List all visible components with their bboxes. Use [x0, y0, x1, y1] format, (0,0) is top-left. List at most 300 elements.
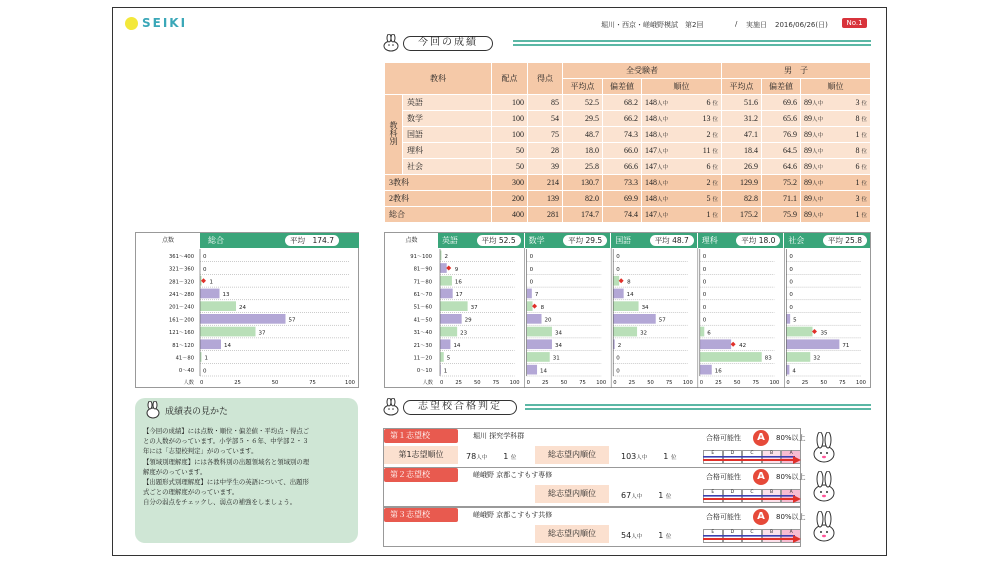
average: 25.8 — [563, 159, 603, 175]
bar — [700, 339, 731, 349]
full-score: 50 — [492, 143, 528, 159]
rank: 147人中 11 位 — [642, 143, 722, 159]
score: 139 — [528, 191, 563, 207]
scale-cell: A — [781, 489, 801, 503]
rank: 148人中 2 位 — [642, 127, 722, 143]
data-label: 16 — [454, 279, 462, 286]
data-label: 14 — [453, 343, 461, 350]
data-label: 37 — [470, 304, 478, 311]
data-label: 0 — [203, 254, 207, 261]
data-label: 5 — [793, 317, 797, 324]
tick-label: 50 — [560, 380, 568, 386]
group-all: 全受験者 — [563, 63, 722, 79]
male-rank: 89人中 8 位 — [801, 143, 871, 159]
avg-pill: 平均 174.7 — [285, 235, 339, 246]
category-label: 61～70 — [413, 291, 432, 298]
note-line: との人数がのっています。小学部５・６年、中学部２・３ — [143, 437, 309, 446]
bar — [786, 339, 839, 349]
chart-title: 社会 — [788, 236, 805, 245]
tick-label: 25 — [801, 380, 809, 386]
grade-row — [385, 143, 871, 159]
rank: 148人中 5 位 — [642, 191, 722, 207]
data-label: 29 — [464, 317, 472, 324]
possibility-scale — [703, 450, 801, 464]
bar — [786, 352, 810, 362]
tick-label: 75 — [309, 380, 316, 386]
tick-label: 75 — [579, 380, 586, 386]
tick-label: 25 — [455, 380, 462, 386]
arrow-icon — [703, 456, 801, 464]
my-score-marker — [532, 304, 537, 309]
note-line: 【今回の成績】には点数・順位・偏差値・平均点・得点ご — [143, 427, 310, 435]
avg-pill: 平均 48.7 — [650, 235, 694, 246]
tick-label: 75 — [752, 380, 760, 386]
rank: 148人中 13 位 — [642, 111, 722, 127]
male-rank: 89人中 6 位 — [801, 159, 871, 175]
deviation: 66.2 — [603, 111, 642, 127]
data-label: 4 — [792, 368, 796, 375]
data-label: 14 — [540, 368, 548, 375]
subject-name: 社会 — [403, 159, 492, 175]
tick-label: 25 — [628, 380, 636, 386]
data-label: 16 — [714, 368, 722, 375]
col-score: 得点 — [528, 63, 563, 95]
tick-label: 50 — [733, 380, 741, 386]
scale-cell: D — [723, 529, 743, 543]
deviation: 68.2 — [603, 95, 642, 111]
tick-label: 100 — [509, 380, 520, 386]
male-rank: 89人中 1 位 — [801, 175, 871, 191]
bar — [440, 289, 453, 299]
rabbit-icon — [383, 398, 403, 416]
deviation: 74.4 — [603, 207, 642, 223]
full-score: 100 — [492, 111, 528, 127]
data-label: 31 — [552, 355, 560, 362]
data-label: 23 — [460, 330, 468, 337]
bar — [527, 289, 532, 299]
bar — [440, 314, 462, 324]
data-label: 24 — [239, 304, 246, 311]
arrow-icon — [703, 495, 801, 503]
my-score-marker — [201, 278, 206, 283]
bar — [527, 365, 537, 375]
tick-label: 50 — [271, 380, 279, 386]
rabbit-icon — [143, 401, 163, 419]
category-label: 31～40 — [413, 330, 432, 337]
chart-header — [784, 233, 870, 248]
scale-cell: D — [723, 489, 743, 503]
average: 18.0 — [563, 143, 603, 159]
col-avg: 平均点 — [563, 79, 603, 95]
avg-pill: 平均 18.0 — [736, 235, 780, 246]
male-average: 82.8 — [722, 191, 762, 207]
data-label: 14 — [626, 292, 634, 299]
data-label: 13 — [222, 292, 230, 299]
scale-cell: C — [742, 529, 762, 543]
chart-title: 総合 — [208, 236, 224, 245]
chart-title: 理科 — [701, 236, 718, 245]
bar — [700, 327, 704, 337]
chart-title: 国語 — [615, 236, 632, 245]
grade-row — [385, 127, 871, 143]
possibility-percent: 80%以上 — [776, 513, 806, 521]
tick-label: 0 — [440, 380, 444, 386]
chart-title: 英語 — [442, 236, 458, 245]
male-deviation: 64.5 — [762, 143, 801, 159]
scale-cell: B — [762, 489, 782, 503]
male-average: 175.2 — [722, 207, 762, 223]
scale-cell: E — [703, 450, 723, 464]
possibility-scale — [703, 529, 801, 543]
male-deviation: 64.6 — [762, 159, 801, 175]
axis-label: 点数 — [405, 237, 418, 244]
data-label: 0 — [529, 279, 534, 286]
tick-label: 0 — [786, 380, 790, 386]
data-label: 0 — [616, 254, 620, 261]
category-label: 41～80 — [175, 355, 194, 362]
scale-cell: C — [742, 489, 762, 503]
page-number-badge: No.1 — [842, 18, 867, 28]
data-label: 8 — [540, 304, 545, 311]
school-label: 第１志望校 — [384, 429, 458, 443]
data-label: 71 — [842, 343, 850, 350]
choice-rank-label: 第1志望順位 — [384, 446, 458, 464]
overall-rank-value: 54人中 1 位 — [621, 531, 672, 540]
tick-label: 0 — [200, 380, 204, 386]
note-line: 解度がのっています。 — [143, 467, 207, 476]
exam-title: 堀川・西京・嵯峨野模試 第2回 — [601, 21, 704, 29]
rabbit-icon — [811, 511, 837, 543]
average: 52.5 — [563, 95, 603, 111]
data-label: 0 — [789, 292, 793, 299]
score: 281 — [528, 207, 563, 223]
category-label: 321～360 — [169, 266, 194, 273]
total-name: 総合 — [385, 207, 492, 223]
bar — [200, 301, 236, 311]
deviation: 73.3 — [603, 175, 642, 191]
scale-cell: B — [762, 529, 782, 543]
data-label: 0 — [702, 292, 707, 299]
category-label: 121～160 — [169, 330, 194, 337]
tick-label: 25 — [715, 380, 722, 386]
my-score-marker — [619, 278, 624, 283]
data-label: 42 — [739, 343, 747, 350]
subject-histograms — [385, 248, 871, 388]
subject-name: 数学 — [403, 111, 492, 127]
scale-cell: C — [742, 450, 762, 464]
bar — [440, 263, 447, 273]
possibility-label: 合格可能性 — [706, 434, 741, 442]
data-label: 9 — [454, 266, 459, 273]
scale-cell: A — [781, 529, 801, 543]
data-label: 34 — [554, 330, 562, 337]
tick-label: 50 — [647, 380, 654, 386]
rank: 148人中 2 位 — [642, 175, 722, 191]
score: 214 — [528, 175, 563, 191]
school-name: 堀川 探究学科群 — [473, 432, 525, 440]
data-label: 0 — [702, 304, 707, 311]
data-label: 0 — [789, 279, 793, 286]
tick-label: 75 — [665, 380, 673, 386]
total-name: 2教科 — [385, 191, 492, 207]
tick-label: 50 — [820, 380, 828, 386]
bar — [527, 352, 550, 362]
deviation: 66.0 — [603, 143, 642, 159]
overall-rank-value: 103人中 1 位 — [621, 452, 677, 461]
full-score: 300 — [492, 175, 528, 191]
possibility-label: 合格可能性 — [706, 473, 741, 481]
data-label: 0 — [702, 317, 707, 324]
arrow-icon — [703, 535, 801, 543]
avg-pill: 平均 25.8 — [823, 235, 867, 246]
tick-label: 75 — [839, 380, 846, 386]
bar — [200, 327, 256, 337]
overall-rank-label: 総志望内順位 — [535, 485, 609, 503]
grade-row — [385, 95, 871, 111]
possibility-label: 合格可能性 — [706, 513, 741, 521]
rank: 148人中 6 位 — [642, 95, 722, 111]
bar — [440, 352, 444, 362]
x-axis-label: 人数 — [422, 380, 433, 386]
date-label: 実施日 — [746, 21, 767, 29]
data-label: 35 — [820, 330, 828, 337]
category-label: 91～100 — [410, 253, 432, 260]
bar — [613, 289, 623, 299]
score: 85 — [528, 95, 563, 111]
average: 29.5 — [563, 111, 603, 127]
note-line: 自分の弱点をチェックし、弱点の補強をしましょう。 — [143, 498, 297, 507]
category-label: 201～240 — [169, 304, 194, 311]
grade-badge: A — [753, 430, 769, 446]
scale-cell: D — [723, 450, 743, 464]
note-line: 【出題形式別理解度】には中学生の英語について、出題形 — [143, 478, 309, 487]
average: 48.7 — [563, 127, 603, 143]
bar — [440, 339, 450, 349]
date-separator: / — [735, 20, 738, 28]
note-title: 成績表の見かた — [165, 407, 229, 417]
school-name: 嵯峨野 京都こすもす共修 — [473, 511, 553, 519]
logo-text: SEIKI — [142, 16, 188, 30]
col-dev: 偏差値 — [603, 79, 642, 95]
rank: 147人中 6 位 — [642, 159, 722, 175]
bar — [527, 314, 542, 324]
category-label: 81～90 — [413, 266, 432, 273]
note-line: 年には「志望校判定」がのっています。 — [143, 447, 258, 456]
tick-label: 50 — [473, 380, 481, 386]
data-label: 0 — [529, 266, 534, 273]
male-rank: 89人中 1 位 — [801, 207, 871, 223]
overall-rank-value: 67人中 1 位 — [621, 491, 672, 500]
exam-date: 2016/06/26(日) — [775, 21, 828, 29]
male-rank: 89人中 3 位 — [801, 191, 871, 207]
data-label: 1 — [204, 355, 208, 362]
tick-label: 100 — [596, 380, 607, 386]
full-score: 400 — [492, 207, 528, 223]
chart-header — [200, 233, 359, 248]
avg-pill: 平均 52.5 — [477, 235, 521, 246]
tick-label: 25 — [234, 380, 241, 386]
full-score: 100 — [492, 95, 528, 111]
data-label: 5 — [446, 355, 451, 362]
col-subject: 教科 — [385, 63, 492, 95]
full-score: 100 — [492, 127, 528, 143]
data-label: 32 — [640, 330, 648, 337]
average: 130.7 — [563, 175, 603, 191]
subject-charts-panel — [384, 232, 871, 388]
tick-label: 0 — [699, 380, 704, 386]
tick-label: 100 — [769, 380, 780, 386]
full-score: 50 — [492, 159, 528, 175]
tick-label: 0 — [613, 380, 617, 386]
col-full: 配点 — [492, 63, 528, 95]
category-label: 51～60 — [413, 304, 432, 311]
average: 82.0 — [563, 191, 603, 207]
category-label: 71～80 — [413, 279, 432, 286]
male-rank: 89人中 8 位 — [801, 111, 871, 127]
bar — [200, 339, 221, 349]
data-label: 0 — [616, 355, 620, 362]
male-deviation: 75.9 — [762, 207, 801, 223]
tick-label: 25 — [541, 380, 549, 386]
overall-rank-label: 総志望内順位 — [535, 525, 609, 543]
male-deviation: 65.6 — [762, 111, 801, 127]
grade-row — [385, 159, 871, 175]
male-average: 26.9 — [722, 159, 762, 175]
school-label: 第３志望校 — [384, 508, 458, 522]
data-label: 0 — [616, 266, 620, 273]
chart-title: 数学 — [528, 236, 545, 245]
section-title: 今回の成績 — [403, 36, 493, 51]
my-score-marker — [731, 342, 736, 347]
data-label: 57 — [658, 317, 666, 324]
category-label: 0～40 — [178, 368, 194, 375]
data-label: 0 — [702, 279, 707, 286]
bar — [613, 301, 638, 311]
grade-badge: A — [753, 469, 769, 485]
male-average: 51.6 — [722, 95, 762, 111]
data-label: 57 — [288, 317, 296, 324]
bar — [440, 301, 468, 311]
bar — [440, 327, 457, 337]
bar — [786, 365, 789, 375]
deviation: 66.6 — [603, 159, 642, 175]
male-deviation: 75.2 — [762, 175, 801, 191]
tick-label: 100 — [682, 380, 693, 386]
section-rule — [513, 40, 871, 46]
male-deviation: 76.9 — [762, 127, 801, 143]
total-row — [385, 207, 871, 223]
bar — [700, 352, 762, 362]
category-label: 41～50 — [413, 317, 432, 324]
total-name: 3教科 — [385, 175, 492, 191]
data-label: 14 — [224, 343, 231, 350]
male-deviation: 71.1 — [762, 191, 801, 207]
school-name: 嵯峨野 京都こすもす専修 — [473, 471, 553, 479]
data-label: 34 — [554, 343, 562, 350]
data-label: 0 — [203, 368, 207, 375]
section-school-judgement — [383, 398, 517, 416]
chart-header — [438, 233, 524, 248]
overall-rank-label: 総志望内順位 — [535, 446, 609, 464]
scale-cell: B — [762, 450, 782, 464]
scale-cell: A — [781, 450, 801, 464]
male-average: 18.4 — [722, 143, 762, 159]
subject-name: 英語 — [403, 95, 492, 111]
bar — [613, 276, 619, 286]
tick-label: 100 — [856, 380, 866, 386]
grade-badge: A — [753, 509, 769, 525]
section-current-results — [383, 34, 493, 52]
note-line: 【領域別理解度】には各教科別の出題領域名と領域別の理 — [143, 457, 310, 466]
side-label: 教科別 — [385, 95, 403, 175]
male-rank: 89人中 1 位 — [801, 127, 871, 143]
logo-mark — [125, 17, 138, 30]
section-title: 志望校合格判定 — [403, 400, 517, 415]
data-label: 0 — [616, 368, 620, 375]
data-label: 8 — [627, 279, 631, 286]
subject-name: 理科 — [403, 143, 492, 159]
possibility-percent: 80%以上 — [776, 434, 806, 442]
total-chart-panel — [135, 232, 359, 388]
data-label: 2 — [617, 343, 622, 350]
category-label: 21～30 — [413, 342, 432, 349]
male-average: 31.2 — [722, 111, 762, 127]
data-label: 37 — [258, 330, 266, 337]
x-axis-label: 人数 — [183, 380, 194, 386]
data-label: 1 — [443, 368, 448, 375]
bar — [613, 314, 656, 324]
scale-cell: E — [703, 529, 723, 543]
data-label: 0 — [203, 266, 207, 273]
tick-label: 75 — [492, 380, 500, 386]
average: 174.7 — [563, 207, 603, 223]
tick-label: 0 — [526, 380, 530, 386]
section-rule — [525, 404, 871, 410]
grades-table — [384, 62, 871, 223]
data-label: 0 — [789, 304, 793, 311]
total-histogram — [136, 248, 358, 388]
tick-label: 100 — [345, 380, 355, 386]
deviation: 74.3 — [603, 127, 642, 143]
data-label: 0 — [789, 266, 793, 273]
data-label: 20 — [544, 317, 552, 324]
data-label: 0 — [529, 254, 534, 261]
grade-row — [385, 111, 871, 127]
axis-label: 点数 — [161, 237, 174, 244]
category-label: 361～400 — [169, 253, 194, 260]
score: 75 — [528, 127, 563, 143]
data-label: 0 — [789, 254, 793, 261]
data-label: 17 — [455, 292, 463, 299]
total-row — [385, 191, 871, 207]
bar — [440, 276, 452, 286]
category-label: 11～20 — [413, 355, 432, 362]
male-rank: 89人中 3 位 — [801, 95, 871, 111]
data-label: 6 — [707, 330, 711, 337]
group-male: 男 子 — [722, 63, 871, 79]
chart-header — [525, 233, 611, 248]
data-label: 34 — [641, 304, 649, 311]
bar — [200, 314, 286, 324]
note-line: 式ごとの理解度がのっています。 — [143, 488, 239, 497]
bar — [527, 327, 552, 337]
bar — [527, 301, 533, 311]
score: 39 — [528, 159, 563, 175]
col-m-dev: 偏差値 — [762, 79, 801, 95]
male-deviation: 69.6 — [762, 95, 801, 111]
my-score-marker — [446, 266, 451, 271]
rabbit-icon — [811, 471, 837, 503]
